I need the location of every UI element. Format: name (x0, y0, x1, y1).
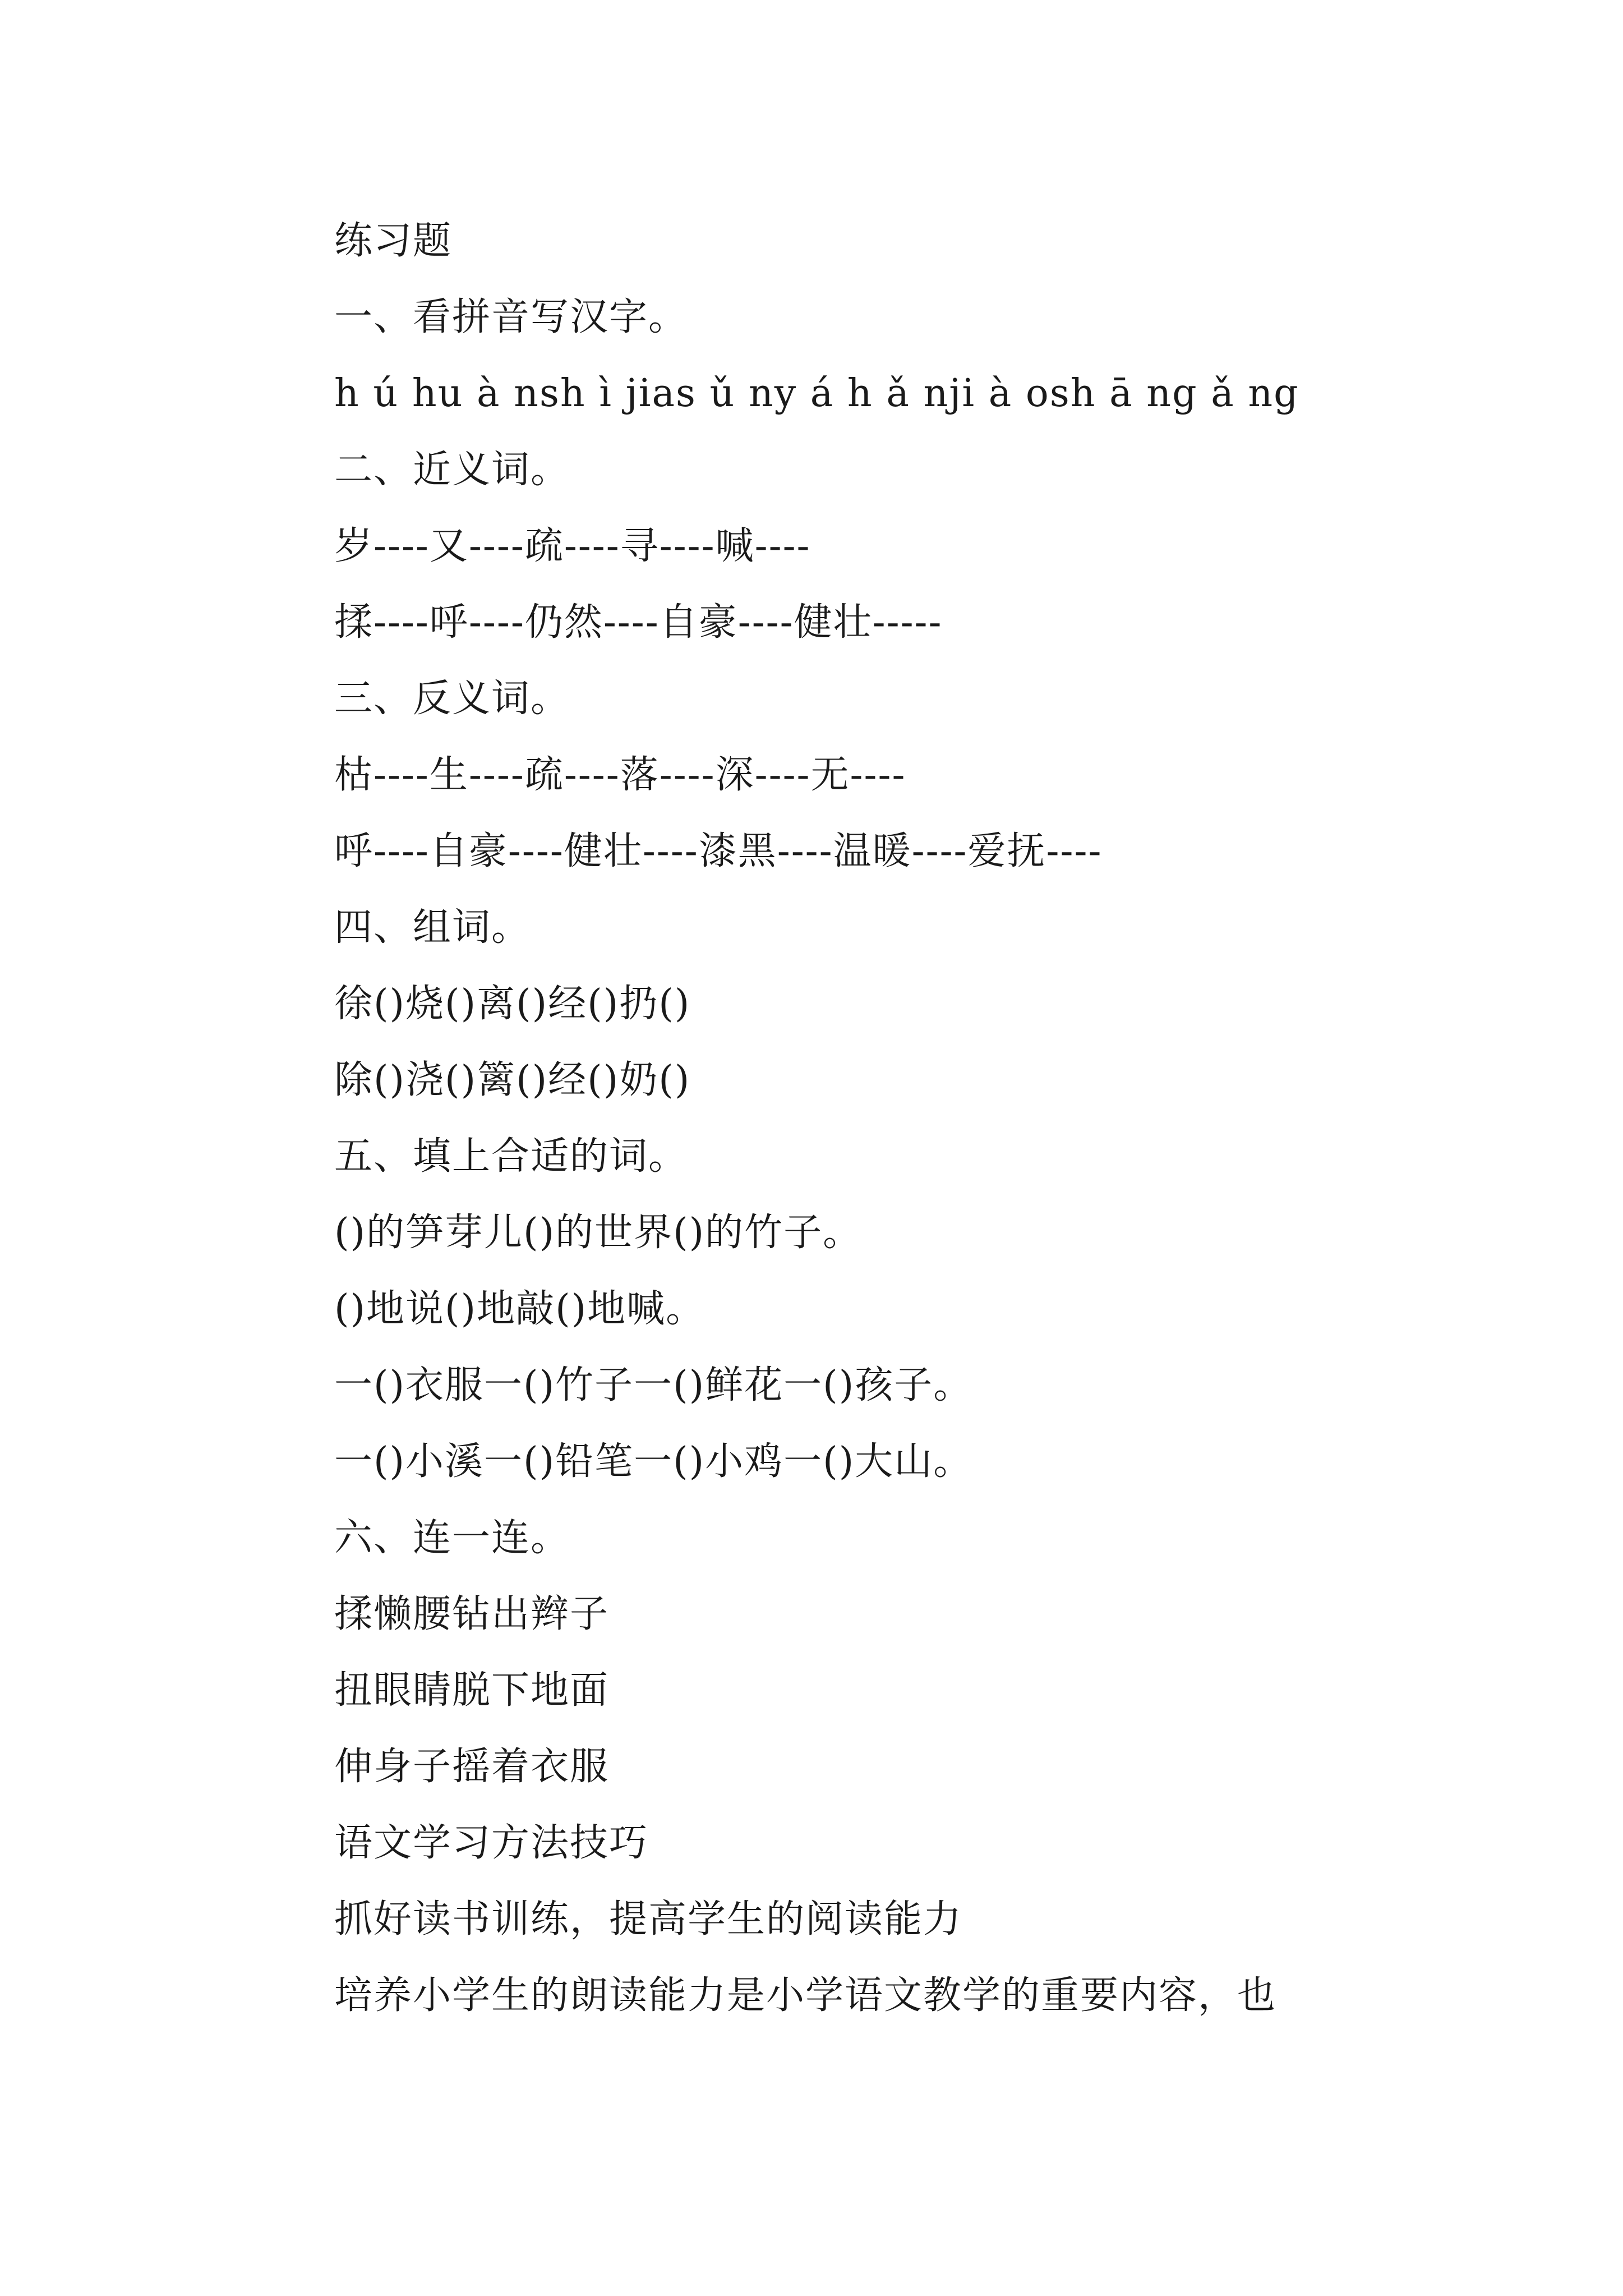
word-groups-line-2: 除()浇()篱()经()奶() (334, 1058, 691, 1102)
synonyms-line-2: 揉----呼----仍然----自豪----健壮----- (334, 600, 943, 645)
section-heading-word-groups: 四、组词。 (334, 905, 531, 950)
paragraph-text: 培养小学生的朗读能力是小学语文教学的重要内容，也 (334, 1973, 1277, 2018)
document-body (334, 203, 1540, 2034)
tips-subheading: 抓好读书训练，提高学生的阅读能力 (334, 1897, 963, 1941)
fill-words-line-1: ()的笋芽儿()的世界()的竹子。 (334, 1211, 863, 1255)
section-heading-matching: 六、连一连。 (334, 1516, 570, 1560)
section-heading-antonyms: 三、反义词。 (334, 677, 570, 721)
antonyms-line-1: 枯----生----疏----落----深----无---- (334, 753, 906, 797)
section-heading-fill-words: 五、填上合适的词。 (334, 1134, 688, 1179)
word-groups-line-1: 徐()烧()离()经()扔() (334, 982, 691, 1026)
matching-line-1: 揉懒腰钻出辫子 (334, 1592, 610, 1636)
matching-line-3: 伸身子摇着衣服 (334, 1745, 610, 1789)
tips-heading: 语文学习方法技巧 (334, 1821, 649, 1865)
document-title: 练习题 (334, 219, 453, 263)
fill-words-line-4: 一()小溪一()铅笔一()小鸡一()大山。 (334, 1439, 973, 1484)
antonyms-line-2: 呼----自豪----健壮----漆黑----温暖----爱抚---- (334, 829, 1103, 873)
synonyms-line-1: 岁----又----疏----寻----喊---- (334, 524, 811, 568)
fill-words-line-2: ()地说()地敲()地喊。 (334, 1287, 706, 1331)
pinyin-line: h ú hu à nsh ì jias ǔ ny á h ǎ nji à osh ā ng ǎ ng (334, 371, 1299, 416)
section-heading-pinyin: 一、看拼音写汉字。 (334, 295, 688, 339)
section-heading-synonyms: 二、近义词。 (334, 448, 570, 492)
matching-line-2: 扭眼睛脱下地面 (334, 1668, 610, 1713)
fill-words-line-3: 一()衣服一()竹子一()鲜花一()孩子。 (334, 1363, 973, 1407)
